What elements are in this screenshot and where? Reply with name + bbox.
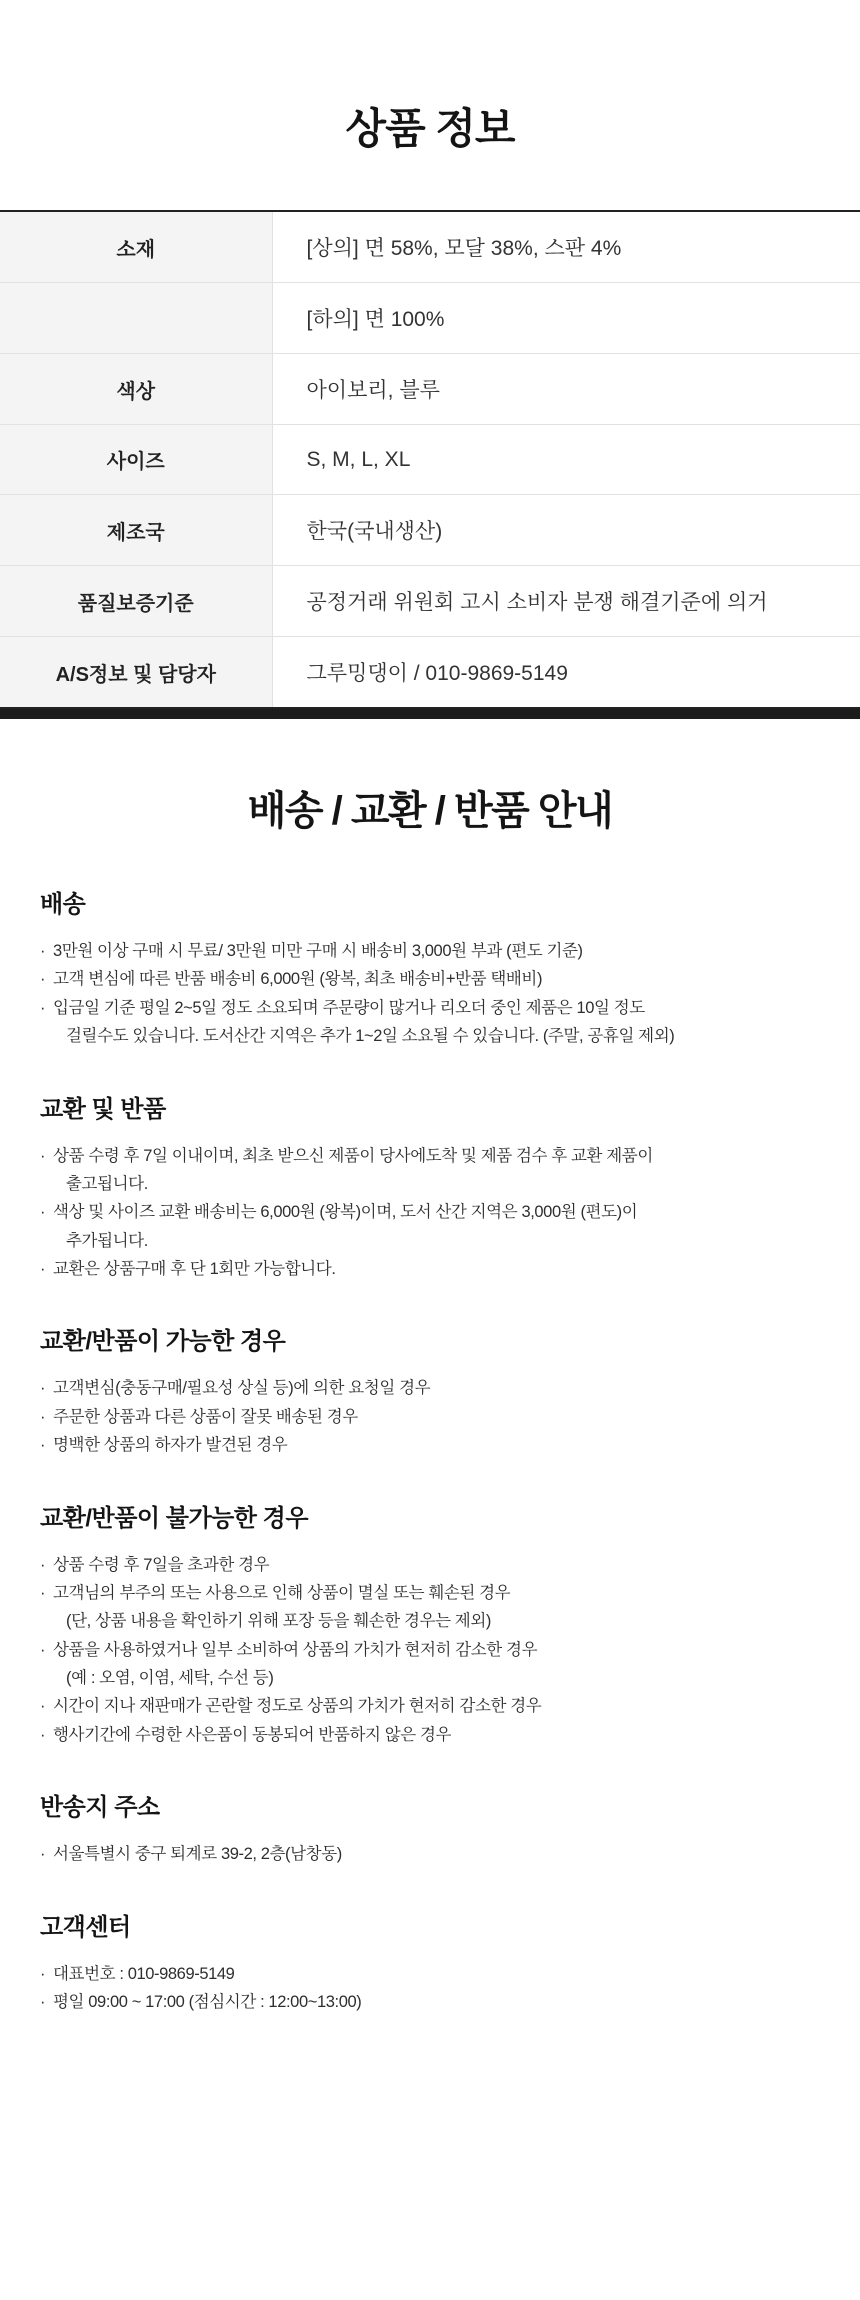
list-item-text: 상품 수령 후 7일 이내이며, 최초 받으신 제품이 당사에도착 및 제품 검수 후 교환 제품이 <box>53 1146 653 1165</box>
list-item-text: 평일 09:00 ~ 17:00 (점심시간 : 12:00~13:00) <box>53 1992 362 2011</box>
spec-table-body <box>0 211 860 708</box>
spec-label: 제조국 <box>0 495 272 566</box>
list-item-text: 주문한 상품과 다른 상품이 잘못 배송된 경우 <box>53 1407 358 1426</box>
list-item-text: 추가됩니다. <box>66 1231 148 1250</box>
guide-title: 배송 / 교환 / 반품 안내 <box>247 789 613 833</box>
table-row <box>0 211 860 283</box>
guide-block-heading: 교환 및 반품 <box>40 1095 166 1123</box>
spec-value: [하의] 면 100% <box>306 308 445 331</box>
bullet-icon: · <box>40 942 46 960</box>
spec-label: 품질보증기준 <box>0 566 272 637</box>
table-row <box>0 283 860 354</box>
list-item <box>40 1636 820 1664</box>
list-item <box>40 1721 820 1749</box>
table-row <box>0 637 860 709</box>
list-item <box>40 1198 820 1226</box>
list-item <box>40 1374 820 1402</box>
table-row <box>0 495 860 566</box>
table-row <box>0 354 860 425</box>
list-item-text: 대표번호 : 010-9869-5149 <box>53 1964 235 1983</box>
list-item <box>40 1840 820 1868</box>
list-item-text: 상품을 사용하였거나 일부 소비하여 상품의 가치가 현저히 감소한 경우 <box>53 1640 538 1659</box>
table-row <box>0 566 860 637</box>
list-item <box>40 1607 820 1635</box>
bullet-icon: · <box>40 998 46 1017</box>
bullet-icon: · <box>40 1640 46 1659</box>
guide-list <box>40 1960 820 2017</box>
bullet-icon: · <box>40 1992 46 2011</box>
list-item <box>40 1664 820 1692</box>
bullet-icon: · <box>40 1555 46 1574</box>
list-item-text: 행사기간에 수령한 사은품이 동봉되어 반품하지 않은 경우 <box>53 1725 452 1744</box>
spec-value: 공정거래 위원회 고시 소비자 분쟁 해결기준에 의거 <box>306 591 768 614</box>
list-item <box>40 1960 820 1988</box>
list-item-text: 출고됩니다. <box>66 1174 148 1193</box>
bullet-icon: · <box>40 1407 46 1426</box>
bullet-icon: · <box>40 1203 46 1222</box>
spec-label: 소재 <box>0 211 272 283</box>
guide-list <box>40 1374 820 1459</box>
spec-label: A/S정보 및 담당자 <box>0 637 272 709</box>
guide-block-heading: 배송 <box>40 891 86 918</box>
list-item <box>40 1988 820 2016</box>
list-item-text: 서울특별시 중구 퇴계로 39-2, 2층(남창동) <box>53 1845 342 1864</box>
guide-block <box>0 1498 860 1750</box>
list-item <box>40 1579 820 1607</box>
spec-value: 아이보리, 블루 <box>306 379 440 402</box>
list-item-text: 시간이 지나 재판매가 곤란할 정도로 상품의 가치가 현저히 감소한 경우 <box>53 1697 542 1716</box>
bullet-icon: · <box>40 1725 46 1744</box>
section-divider <box>0 709 860 719</box>
list-item <box>40 1227 820 1255</box>
guide-block <box>0 1089 860 1284</box>
guide-blocks <box>0 884 860 2016</box>
bullet-icon: · <box>40 1964 46 1983</box>
list-item-text: 명백한 상품의 하자가 발견된 경우 <box>53 1436 288 1455</box>
guide-list <box>40 1551 820 1750</box>
list-item-text: 상품 수령 후 7일을 초과한 경우 <box>53 1555 270 1574</box>
product-spec-table <box>0 210 860 709</box>
list-item <box>40 937 820 965</box>
list-item-text: 입금일 기준 평일 2~5일 정도 소요되며 주문량이 많거나 리오더 중인 제품은 10일 정도 <box>53 998 645 1017</box>
list-item-text: 고객님의 부주의 또는 사용으로 인해 상품이 멸실 또는 훼손된 경우 <box>53 1583 511 1602</box>
list-item-text: 고객변심(충동구매/필요성 상실 등)에 의한 요청일 경우 <box>53 1379 431 1398</box>
list-item <box>40 1692 820 1720</box>
page-title: 상품 정보 <box>345 105 515 152</box>
guide-block-heading: 고객센터 <box>40 1913 131 1941</box>
spec-label: 사이즈 <box>0 425 272 495</box>
guide-block <box>0 1787 860 1868</box>
guide-block-heading: 반송지 주소 <box>40 1794 160 1822</box>
guide-list <box>40 1142 820 1284</box>
list-item <box>40 1142 820 1170</box>
spec-value: S, M, L, XL <box>306 447 411 471</box>
spec-value: 그루밍댕이 / 010-9869-5149 <box>306 662 568 685</box>
guide-block <box>0 1907 860 2017</box>
spec-value: [상의] 면 58%, 모달 38%, 스판 4% <box>306 237 622 260</box>
bullet-icon: · <box>40 970 46 989</box>
bullet-icon: · <box>40 1146 46 1165</box>
list-item-text: 걸릴수도 있습니다. 도서산간 지역은 추가 1~2일 소요될 수 있습니다. (주말, 공휴일 제외) <box>66 1027 675 1046</box>
guide-list <box>40 937 820 1051</box>
list-item-text: 교환은 상품구매 후 단 1회만 가능합니다. <box>53 1260 336 1278</box>
bullet-icon: · <box>40 1379 46 1398</box>
guide-block-heading: 교환/반품이 가능한 경우 <box>40 1328 286 1356</box>
list-item <box>40 1431 820 1459</box>
list-item <box>40 1255 820 1283</box>
guide-block <box>0 884 860 1051</box>
bullet-icon: · <box>40 1260 46 1278</box>
list-item <box>40 1551 820 1579</box>
guide-block <box>0 1321 860 1459</box>
list-item <box>40 1022 820 1050</box>
list-item-text: 3만원 이상 구매 시 무료/ 3만원 미만 구매 시 배송비 3,000원 부과 (편도 기준) <box>53 942 583 960</box>
list-item <box>40 965 820 993</box>
list-item-text: 색상 및 사이즈 교환 배송비는 6,000원 (왕복)이며, 도서 산간 지역은 3,000원 (편도)이 <box>53 1203 638 1222</box>
list-item <box>40 1170 820 1198</box>
list-item <box>40 994 820 1022</box>
product-info-section <box>0 0 860 709</box>
list-item-text: (단, 상품 내용을 확인하기 위해 포장 등을 훼손한 경우는 제외) <box>66 1612 491 1631</box>
guide-list <box>40 1840 820 1868</box>
shipping-guide-section <box>0 779 860 2114</box>
list-item-text: (예 : 오염, 이염, 세탁, 수선 등) <box>66 1669 274 1687</box>
bullet-icon: · <box>40 1697 46 1716</box>
spec-label: 색상 <box>0 354 272 425</box>
table-row <box>0 425 860 495</box>
bullet-icon: · <box>40 1436 46 1455</box>
bullet-icon: · <box>40 1583 46 1602</box>
list-item <box>40 1403 820 1431</box>
list-item-text: 고객 변심에 따른 반품 배송비 6,000원 (왕복, 최초 배송비+반품 택배비) <box>53 970 543 989</box>
guide-block-heading: 교환/반품이 불가능한 경우 <box>40 1504 309 1532</box>
bullet-icon: · <box>40 1845 46 1864</box>
spec-label <box>0 283 272 354</box>
spec-value: 한국(국내생산) <box>306 520 443 543</box>
